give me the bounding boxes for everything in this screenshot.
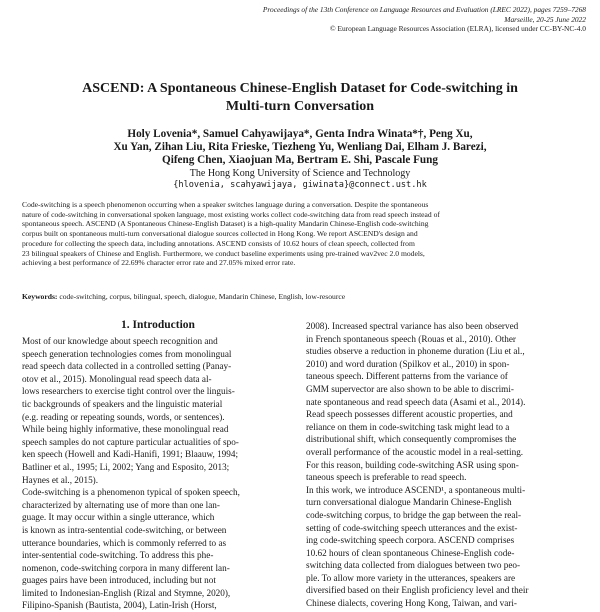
license-line: © European Language Resources Association (ELRA), licensed under CC-BY-NC-4.0	[329, 24, 586, 34]
text-line: switching data collected from dialogues between two peo-	[306, 560, 521, 571]
text-line: tic backgrounds of speakers and the linguistic material	[22, 398, 223, 409]
text-line: guages pairs have been introduced, including but not	[22, 575, 216, 586]
text-line: taneous speech. Different patterns from the variance of	[306, 371, 508, 382]
text-line: is known as intra-sentential code-switching, or between	[22, 524, 227, 535]
text-line: limited to Indonesian-English (Rizal and Stymne, 2020),	[22, 587, 231, 598]
abstract-line: corpus built on spontaneous multi-turn conversational dialogue sources collected in Hong Kong. We report ASCEND's design and	[22, 229, 418, 239]
keywords-label: Keywords:	[22, 292, 58, 301]
title-line-2: Multi-turn Conversation	[225, 99, 375, 114]
text-line: ing code-switching speech corpora. ASCEND comprises	[306, 535, 515, 546]
text-line: In this work, we introduce ASCEND¹, a spontaneous multi-	[306, 484, 526, 495]
text-line: speech samples do not capture particular actualities of spo-	[22, 436, 239, 447]
authors-line-3: Qifeng Chen, Xiaojuan Ma, Bertram E. Shi, Pascale Fung	[162, 154, 438, 167]
text-line: Filipino-Spanish (Bautista, 2004), Latin-Irish (Horst,	[22, 600, 217, 611]
text-line: in French spontaneous speech (Rouas et al., 2010). Other	[306, 333, 516, 344]
left-column	[22, 318, 294, 612]
proceedings-header	[246, 5, 586, 34]
text-line: inter-sentential code-switching. To address this phe-	[22, 550, 214, 561]
text-line: speech generation technologies comes from monolingual	[22, 348, 232, 359]
text-line: distributional shift, which consequently compromises the	[306, 434, 517, 445]
authors-line-2: Xu Yan, Zihan Liu, Rita Frieske, Tiezheng Yu, Wenliang Dai, Elham J. Barezi,	[113, 141, 487, 154]
text-line: (e.g. reading or repeating sounds, words, or sentences).	[22, 411, 225, 422]
text-line: overall performance of the acoustic model in a real-setting.	[306, 446, 524, 457]
text-line: GMM supervector are also shown to be able to discrimi-	[306, 383, 514, 394]
title-line-1: ASCEND: A Spontaneous Chinese-English Dataset for Code-switching in	[82, 81, 518, 96]
text-line: Haynes et al., 2015).	[22, 474, 99, 485]
abstract-line: Code-switching is a speech phenomenon occurring when a speaker switches language during a conversation. Despite the spontaneous	[22, 200, 429, 209]
section-heading-introduction: 1. Introduction	[121, 319, 195, 331]
text-line: setting of code-switching speech utterances and the exist-	[306, 522, 518, 533]
text-line: 2008). Increased spectral variance has also been observed	[306, 321, 519, 331]
text-line: guage. It may occur within a single utterance, which	[22, 512, 215, 523]
paper-title	[30, 80, 570, 116]
text-line: Chinese dialects, covering Hong Kong, Taiwan, and vari-	[306, 598, 517, 609]
text-line: 2010) and word duration (Spilkov et al., 2010) in spon-	[306, 358, 510, 369]
abstract-line: procedure for collecting the speech data, including annotations. ASCEND consists of 10.62 hours of clean speech, collected from	[22, 238, 415, 248]
text-line: lows researchers to exercise tight control over the linguis-	[22, 386, 235, 397]
abstract-line: spontaneous speech. ASCEND (A Spontaneous Chinese-English Dataset) is a high-quality Mandarin Chinese-English code-switching	[22, 219, 429, 229]
text-line: otov et al., 2015). Monolingual read speech data al-	[22, 373, 212, 384]
text-line: nomenon, code-switching corpora in many different lan-	[22, 562, 230, 573]
text-line: ken speech (Howell and Kadi-Hanifi, 1991; Blaauw, 1994;	[22, 449, 239, 460]
introduction-paragraphs	[22, 335, 294, 612]
author-emails: {hlovenia, scahyawijaya, giwinata}@connect.ust.hk	[173, 180, 427, 190]
text-line: ple. To allow more variety in the utterances, speakers are	[306, 572, 516, 583]
text-line: 10.62 hours of clean spontaneous Chinese-English code-	[306, 547, 515, 558]
affiliation: The Hong Kong University of Science and Technology	[189, 168, 411, 179]
keywords-text: code-switching, corpus, bilingual, speech, dialogue, Mandarin Chinese, English, low-resource	[57, 292, 346, 301]
abstract-line: 23 bilingual speakers of Chinese and English. Furthermore, we conduct baseline experiments using pre-trained wav2vec 2.0 models,	[22, 248, 425, 258]
text-line: Most of our knowledge about speech recognition and	[22, 336, 218, 346]
text-line: For this reason, building code-switching ASR using spon-	[306, 459, 519, 470]
text-line: While being highly informative, these monolingual read	[22, 424, 229, 435]
author-list	[40, 128, 560, 168]
text-line: nate spontaneous and read speech data (Asami et al., 2014).	[306, 396, 526, 407]
right-column-paragraphs	[306, 320, 578, 610]
location-line: Marseille, 20-25 June 2022	[504, 14, 586, 24]
text-line: utterance boundaries, which is commonly referred to as	[22, 537, 227, 548]
text-line: characterized by alternating use of more than one lan-	[22, 499, 220, 510]
abstract-line: achieving a best performance of 22.69% character error rate and 27.05% mixed error rate.	[22, 258, 296, 268]
text-line: reliance on them in code-switching task might lead to a	[306, 421, 510, 432]
text-line: read speech data collected in a controlled setting (Panay-	[22, 361, 232, 372]
keywords	[22, 292, 578, 302]
abstract-line: nature of code-switching in conversational spoken language, most existing works collect code-switching data from read speech instead of	[22, 209, 440, 219]
text-line: code-switching corpus, to bridge the gap between the real-	[306, 509, 522, 520]
text-line: Code-switching is a phenomenon typical of spoken speech,	[22, 487, 240, 498]
text-line: Read speech possesses different acoustic properties, and	[306, 409, 513, 420]
authors-line-1: Holy Lovenia*, Samuel Cahyawijaya*, Genta Indra Winata*†, Peng Xu,	[127, 128, 473, 140]
right-column	[306, 320, 578, 610]
text-line: Batliner et al., 1995; Li, 2002; Yang and Esposito, 2013;	[22, 461, 230, 472]
abstract-body	[22, 200, 578, 268]
text-line: studies observe a reduction in phoneme duration (Liu et al.,	[306, 346, 525, 357]
text-line: turn conversational dialogue Mandarin Chinese-English	[306, 497, 512, 508]
text-line: diversified based on their English proficiency level and their	[306, 585, 529, 596]
text-line: taneous speech is preferable to read speech.	[306, 472, 467, 483]
proceedings-line: Proceedings of the 13th Conference on Language Resources and Evaluation (LREC 2022), pages 7259–7268	[262, 5, 586, 14]
